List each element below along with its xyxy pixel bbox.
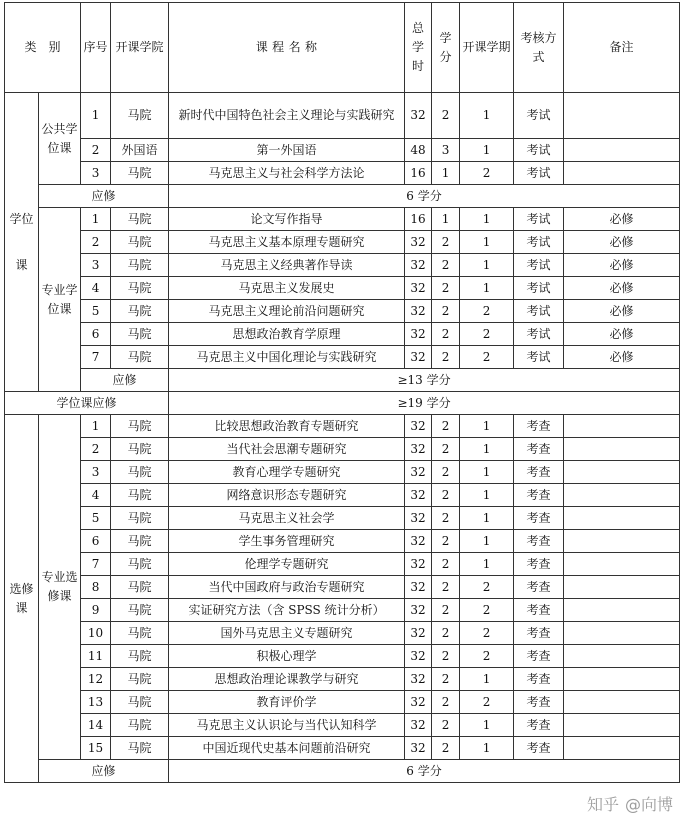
college-cell: 马院: [111, 323, 169, 346]
college-cell: 马院: [111, 231, 169, 254]
watermark-author: @向博: [624, 795, 673, 814]
credits-cell: 2: [432, 415, 460, 438]
table-row: [5, 668, 680, 691]
exam-cell: 考试: [514, 300, 564, 323]
term-cell: 2: [460, 300, 514, 323]
seq-cell: 3: [81, 461, 111, 484]
course-name-cell: 当代社会思潮专题研究: [169, 438, 405, 461]
degree-summary-value: ≥19 学分: [169, 392, 680, 415]
hours-cell: 32: [405, 668, 432, 691]
table-row: [5, 622, 680, 645]
exam-cell: 考查: [514, 645, 564, 668]
table-row: [5, 530, 680, 553]
header-exam: 考核方式: [514, 3, 564, 93]
note-cell: 必修: [564, 231, 680, 254]
course-table: [4, 2, 680, 783]
hours-cell: 32: [405, 346, 432, 369]
term-cell: 2: [460, 599, 514, 622]
hours-cell: 32: [405, 300, 432, 323]
credits-cell: 2: [432, 599, 460, 622]
term-cell: 1: [460, 668, 514, 691]
note-cell: [564, 599, 680, 622]
note-cell: [564, 714, 680, 737]
course-name-cell: 马克思主义基本原理专题研究: [169, 231, 405, 254]
note-cell: [564, 415, 680, 438]
exam-cell: 考试: [514, 254, 564, 277]
credits-cell: 2: [432, 438, 460, 461]
hours-cell: 32: [405, 645, 432, 668]
course-name-cell: 马克思主义经典著作导读: [169, 254, 405, 277]
table-row: [5, 254, 680, 277]
term-cell: 1: [460, 530, 514, 553]
course-name-cell: 比较思想政治教育专题研究: [169, 415, 405, 438]
exam-cell: 考查: [514, 737, 564, 760]
college-cell: 马院: [111, 208, 169, 231]
term-cell: 1: [460, 139, 514, 162]
note-cell: 必修: [564, 277, 680, 300]
college-cell: 马院: [111, 415, 169, 438]
seq-cell: 4: [81, 277, 111, 300]
college-cell: 马院: [111, 162, 169, 185]
table-row: [5, 93, 680, 139]
note-cell: [564, 438, 680, 461]
seq-cell: 1: [81, 208, 111, 231]
summary-label: 应修: [39, 185, 169, 208]
note-cell: 必修: [564, 323, 680, 346]
note-cell: [564, 576, 680, 599]
summary-value: 6 学分: [169, 760, 680, 783]
seq-cell: 15: [81, 737, 111, 760]
seq-cell: 6: [81, 530, 111, 553]
course-name-cell: 教育心理学专题研究: [169, 461, 405, 484]
note-cell: [564, 622, 680, 645]
course-name-cell: 论文写作指导: [169, 208, 405, 231]
course-name-cell: 当代中国政府与政治专题研究: [169, 576, 405, 599]
exam-cell: 考查: [514, 507, 564, 530]
credits-cell: 2: [432, 668, 460, 691]
course-name-cell: 马克思主义社会学: [169, 507, 405, 530]
note-cell: [564, 737, 680, 760]
hours-cell: 32: [405, 507, 432, 530]
credits-cell: 2: [432, 484, 460, 507]
credits-cell: 1: [432, 208, 460, 231]
term-cell: 1: [460, 208, 514, 231]
college-cell: 马院: [111, 530, 169, 553]
group-degree: 学位课: [5, 93, 39, 392]
credits-cell: 2: [432, 645, 460, 668]
seq-cell: 1: [81, 93, 111, 139]
course-name-cell: 马克思主义与社会科学方法论: [169, 162, 405, 185]
note-cell: [564, 484, 680, 507]
term-cell: 2: [460, 346, 514, 369]
course-name-cell: 第一外国语: [169, 139, 405, 162]
credits-cell: 2: [432, 530, 460, 553]
hours-cell: 32: [405, 691, 432, 714]
summary-label: 应修: [81, 369, 169, 392]
course-name-cell: 积极心理学: [169, 645, 405, 668]
exam-cell: 考查: [514, 553, 564, 576]
term-cell: 1: [460, 254, 514, 277]
note-cell: [564, 461, 680, 484]
header-college: 开课学院: [111, 3, 169, 93]
course-name-cell: 实证研究方法（含 SPSS 统计分析）: [169, 599, 405, 622]
seq-cell: 2: [81, 139, 111, 162]
table-row: [5, 231, 680, 254]
exam-cell: 考试: [514, 208, 564, 231]
exam-cell: 考查: [514, 691, 564, 714]
exam-cell: 考查: [514, 484, 564, 507]
group-public: 公共学位课: [39, 93, 81, 185]
table-row: [5, 599, 680, 622]
table-row: [5, 461, 680, 484]
exam-cell: 考查: [514, 599, 564, 622]
hours-cell: 32: [405, 254, 432, 277]
college-cell: 马院: [111, 507, 169, 530]
college-cell: 马院: [111, 461, 169, 484]
course-name-cell: 马克思主义中国化理论与实践研究: [169, 346, 405, 369]
hours-cell: 16: [405, 162, 432, 185]
college-cell: 马院: [111, 254, 169, 277]
header-note: 备注: [564, 3, 680, 93]
college-cell: 马院: [111, 93, 169, 139]
course-name-cell: 国外马克思主义专题研究: [169, 622, 405, 645]
seq-cell: 11: [81, 645, 111, 668]
exam-cell: 考查: [514, 438, 564, 461]
exam-cell: 考试: [514, 162, 564, 185]
credits-cell: 2: [432, 231, 460, 254]
seq-cell: 9: [81, 599, 111, 622]
table-body: [5, 3, 680, 783]
seq-cell: 7: [81, 553, 111, 576]
group-elective: 选修课: [5, 415, 39, 783]
college-cell: 马院: [111, 691, 169, 714]
watermark: [587, 792, 673, 815]
table-row: [5, 691, 680, 714]
term-cell: 1: [460, 231, 514, 254]
college-cell: 马院: [111, 714, 169, 737]
summary-row: [5, 760, 680, 783]
exam-cell: 考查: [514, 622, 564, 645]
exam-cell: 考试: [514, 139, 564, 162]
credits-cell: 2: [432, 277, 460, 300]
credits-cell: 2: [432, 691, 460, 714]
seq-cell: 10: [81, 622, 111, 645]
exam-cell: 考试: [514, 323, 564, 346]
hours-cell: 32: [405, 553, 432, 576]
summary-row: [5, 392, 680, 415]
term-cell: 2: [460, 576, 514, 599]
credits-cell: 1: [432, 162, 460, 185]
note-cell: [564, 645, 680, 668]
seq-cell: 3: [81, 254, 111, 277]
seq-cell: 1: [81, 415, 111, 438]
header-credits: 学分: [432, 3, 460, 93]
table-row: [5, 139, 680, 162]
seq-cell: 13: [81, 691, 111, 714]
table-row: [5, 208, 680, 231]
seq-cell: 12: [81, 668, 111, 691]
group-major-degree: 专业学位课: [39, 208, 81, 392]
term-cell: 1: [460, 714, 514, 737]
note-cell: 必修: [564, 346, 680, 369]
seq-cell: 5: [81, 507, 111, 530]
credits-cell: 2: [432, 346, 460, 369]
term-cell: 1: [460, 484, 514, 507]
hours-cell: 32: [405, 484, 432, 507]
table-row: [5, 415, 680, 438]
header-category: 类 别: [5, 3, 81, 93]
college-cell: 马院: [111, 645, 169, 668]
table-row: [5, 737, 680, 760]
credits-cell: 3: [432, 139, 460, 162]
course-name-cell: 教育评价学: [169, 691, 405, 714]
hours-cell: 32: [405, 714, 432, 737]
note-cell: 必修: [564, 254, 680, 277]
exam-cell: 考试: [514, 277, 564, 300]
term-cell: 1: [460, 553, 514, 576]
course-name-cell: 网络意识形态专题研究: [169, 484, 405, 507]
exam-cell: 考查: [514, 415, 564, 438]
watermark-site: 知乎: [586, 795, 619, 814]
exam-cell: 考试: [514, 231, 564, 254]
credits-cell: 2: [432, 553, 460, 576]
seq-cell: 8: [81, 576, 111, 599]
credits-cell: 2: [432, 461, 460, 484]
note-cell: 必修: [564, 300, 680, 323]
term-cell: 2: [460, 323, 514, 346]
course-name-cell: 思想政治教育学原理: [169, 323, 405, 346]
term-cell: 2: [460, 162, 514, 185]
credits-cell: 2: [432, 323, 460, 346]
seq-cell: 4: [81, 484, 111, 507]
exam-cell: 考查: [514, 576, 564, 599]
course-name-cell: 学生事务管理研究: [169, 530, 405, 553]
college-cell: 马院: [111, 599, 169, 622]
hours-cell: 32: [405, 576, 432, 599]
summary-value: ≥13 学分: [169, 369, 680, 392]
degree-summary-label: 学位课应修: [5, 392, 169, 415]
table-row: [5, 714, 680, 737]
table-row: [5, 277, 680, 300]
hours-cell: 32: [405, 277, 432, 300]
term-cell: 2: [460, 645, 514, 668]
header-term: 开课学期: [460, 3, 514, 93]
seq-cell: 3: [81, 162, 111, 185]
summary-row: [5, 369, 680, 392]
college-cell: 马院: [111, 576, 169, 599]
seq-cell: 7: [81, 346, 111, 369]
note-cell: [564, 691, 680, 714]
note-cell: [564, 93, 680, 139]
exam-cell: 考查: [514, 668, 564, 691]
college-cell: 马院: [111, 300, 169, 323]
header-hours: 总学时: [405, 3, 432, 93]
course-name-cell: 新时代中国特色社会主义理论与实践研究: [169, 93, 405, 139]
table-row: [5, 553, 680, 576]
college-cell: 马院: [111, 438, 169, 461]
term-cell: 1: [460, 507, 514, 530]
credits-cell: 2: [432, 93, 460, 139]
college-cell: 马院: [111, 346, 169, 369]
seq-cell: 2: [81, 438, 111, 461]
note-cell: [564, 507, 680, 530]
note-cell: [564, 553, 680, 576]
header-course-name: 课 程 名 称: [169, 3, 405, 93]
hours-cell: 48: [405, 139, 432, 162]
summary-row: [5, 185, 680, 208]
table-row: [5, 162, 680, 185]
table-row: [5, 438, 680, 461]
college-cell: 马院: [111, 553, 169, 576]
hours-cell: 32: [405, 415, 432, 438]
course-name-cell: 思想政治理论课教学与研究: [169, 668, 405, 691]
table-row: [5, 484, 680, 507]
note-cell: [564, 139, 680, 162]
college-cell: 马院: [111, 484, 169, 507]
hours-cell: 32: [405, 438, 432, 461]
credits-cell: 2: [432, 714, 460, 737]
credits-cell: 2: [432, 737, 460, 760]
term-cell: 1: [460, 461, 514, 484]
term-cell: 1: [460, 438, 514, 461]
summary-label: 应修: [39, 760, 169, 783]
exam-cell: 考试: [514, 346, 564, 369]
group-major-elective: 专业选修课: [39, 415, 81, 760]
hours-cell: 32: [405, 530, 432, 553]
table-row: [5, 645, 680, 668]
note-cell: 必修: [564, 208, 680, 231]
seq-cell: 6: [81, 323, 111, 346]
note-cell: [564, 162, 680, 185]
summary-value: 6 学分: [169, 185, 680, 208]
table-row: [5, 300, 680, 323]
course-name-cell: 中国近现代史基本问题前沿研究: [169, 737, 405, 760]
term-cell: 1: [460, 415, 514, 438]
exam-cell: 考查: [514, 461, 564, 484]
credits-cell: 2: [432, 507, 460, 530]
credits-cell: 2: [432, 254, 460, 277]
college-cell: 马院: [111, 668, 169, 691]
course-name-cell: 马克思主义认识论与当代认知科学: [169, 714, 405, 737]
seq-cell: 14: [81, 714, 111, 737]
college-cell: 外国语: [111, 139, 169, 162]
course-name-cell: 马克思主义理论前沿问题研究: [169, 300, 405, 323]
college-cell: 马院: [111, 622, 169, 645]
hours-cell: 32: [405, 231, 432, 254]
table-row: [5, 507, 680, 530]
course-name-cell: 伦理学专题研究: [169, 553, 405, 576]
credits-cell: 2: [432, 300, 460, 323]
hours-cell: 32: [405, 461, 432, 484]
table-row: [5, 346, 680, 369]
credits-cell: 2: [432, 622, 460, 645]
hours-cell: 32: [405, 599, 432, 622]
hours-cell: 32: [405, 323, 432, 346]
hours-cell: 32: [405, 737, 432, 760]
credits-cell: 2: [432, 576, 460, 599]
header-row: [5, 3, 680, 93]
term-cell: 1: [460, 277, 514, 300]
hours-cell: 32: [405, 93, 432, 139]
exam-cell: 考查: [514, 530, 564, 553]
hours-cell: 32: [405, 622, 432, 645]
term-cell: 2: [460, 691, 514, 714]
table-row: [5, 576, 680, 599]
course-name-cell: 马克思主义发展史: [169, 277, 405, 300]
term-cell: 1: [460, 737, 514, 760]
note-cell: [564, 668, 680, 691]
table-row: [5, 323, 680, 346]
exam-cell: 考查: [514, 714, 564, 737]
hours-cell: 16: [405, 208, 432, 231]
header-seq: 序号: [81, 3, 111, 93]
seq-cell: 5: [81, 300, 111, 323]
college-cell: 马院: [111, 277, 169, 300]
note-cell: [564, 530, 680, 553]
term-cell: 1: [460, 93, 514, 139]
exam-cell: 考试: [514, 93, 564, 139]
seq-cell: 2: [81, 231, 111, 254]
term-cell: 2: [460, 622, 514, 645]
college-cell: 马院: [111, 737, 169, 760]
